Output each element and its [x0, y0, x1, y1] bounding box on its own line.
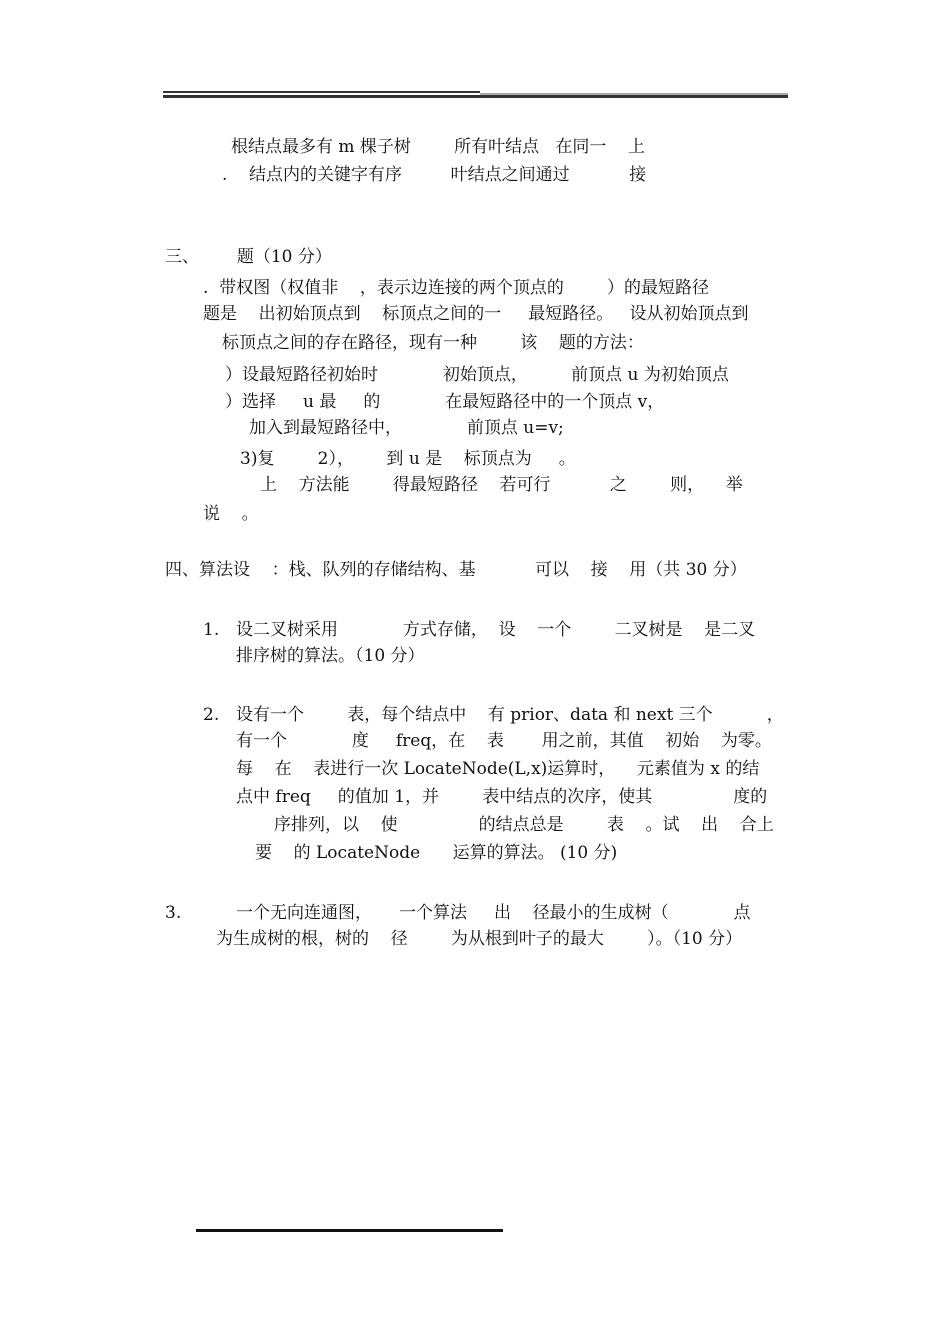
- q1-number: 1.: [203, 620, 220, 640]
- q2-line: 设有一个 表，每个结点中 有 prior、data 和 next 三个 ，: [236, 705, 784, 725]
- q1-line: 设二叉树采用 方式存储， 设 一个 二叉树是 是二叉: [236, 620, 756, 640]
- section4-heading: 四、算法设 ：栈、队列的存储结构、基 可以 接 用（共 30 分）: [165, 560, 747, 580]
- q2-line: 要 的 LocateNode 运算的算法。 (10 分): [255, 843, 618, 863]
- section3-line: 标顶点之间的存在路径，现有一种 该 题的方法：: [222, 333, 644, 353]
- section3-heading: 三、 题（10 分）: [165, 247, 332, 267]
- q2-line: 每 在 表进行一次 LocateNode(L,x)运算时， 元素值为 x 的结: [236, 759, 760, 779]
- q2-line: 序排列，以 使 的结点总是 表 。试 出 合上: [274, 815, 774, 835]
- section3-line: 3)复 2）， 到 u 是 标顶点为 。: [240, 449, 576, 469]
- section3-line: 上 方法能 得最短路径 若可行 之 则， 举: [260, 475, 743, 495]
- top-line-2: . 结点内的关键字有序 叶结点之间通过 接: [222, 165, 647, 185]
- section3-line: . 带权图（权值非 ，表示边连接的两个顶点的 ）的最短路径: [203, 278, 710, 298]
- section3-line: ）设最短路径初始时 初始顶点， 前顶点 u 为初始顶点: [225, 365, 729, 385]
- q3-number: 3.: [165, 903, 182, 923]
- q2-line: 有一个 度 freq，在 表 用之前，其值 初始 为零。: [236, 731, 772, 751]
- section3-line: 加入到最短路径中， 前顶点 u=v;: [249, 418, 564, 438]
- q2-line: 点中 freq 的值加 1，并 表中结点的次序，使其 度的: [236, 787, 768, 807]
- footer-rule: [196, 1229, 503, 1232]
- header-rule-thick: [163, 95, 788, 98]
- section3-line: 题是 出初始顶点到 标顶点之间的一 最短路径。 设从初始顶点到: [203, 304, 749, 324]
- header-rule-thin: [163, 91, 480, 93]
- section3-line: ）选择 u 最 的 在最短路径中的一个顶点 v，: [225, 392, 665, 412]
- q3-line: 为生成树的根，树的 径 为从根到叶子的最大 ）。（10 分）: [216, 929, 743, 949]
- q1-line: 排序树的算法。（10 分）: [236, 646, 425, 666]
- q2-number: 2.: [203, 705, 220, 725]
- section3-line: 说 。: [203, 504, 259, 524]
- q3-line: 一个无向连通图， 一个算法 出 径最小的生成树（ 点: [236, 903, 751, 923]
- top-line-1: 根结点最多有 m 棵子树 所有叶结点 在同一 上: [231, 137, 645, 157]
